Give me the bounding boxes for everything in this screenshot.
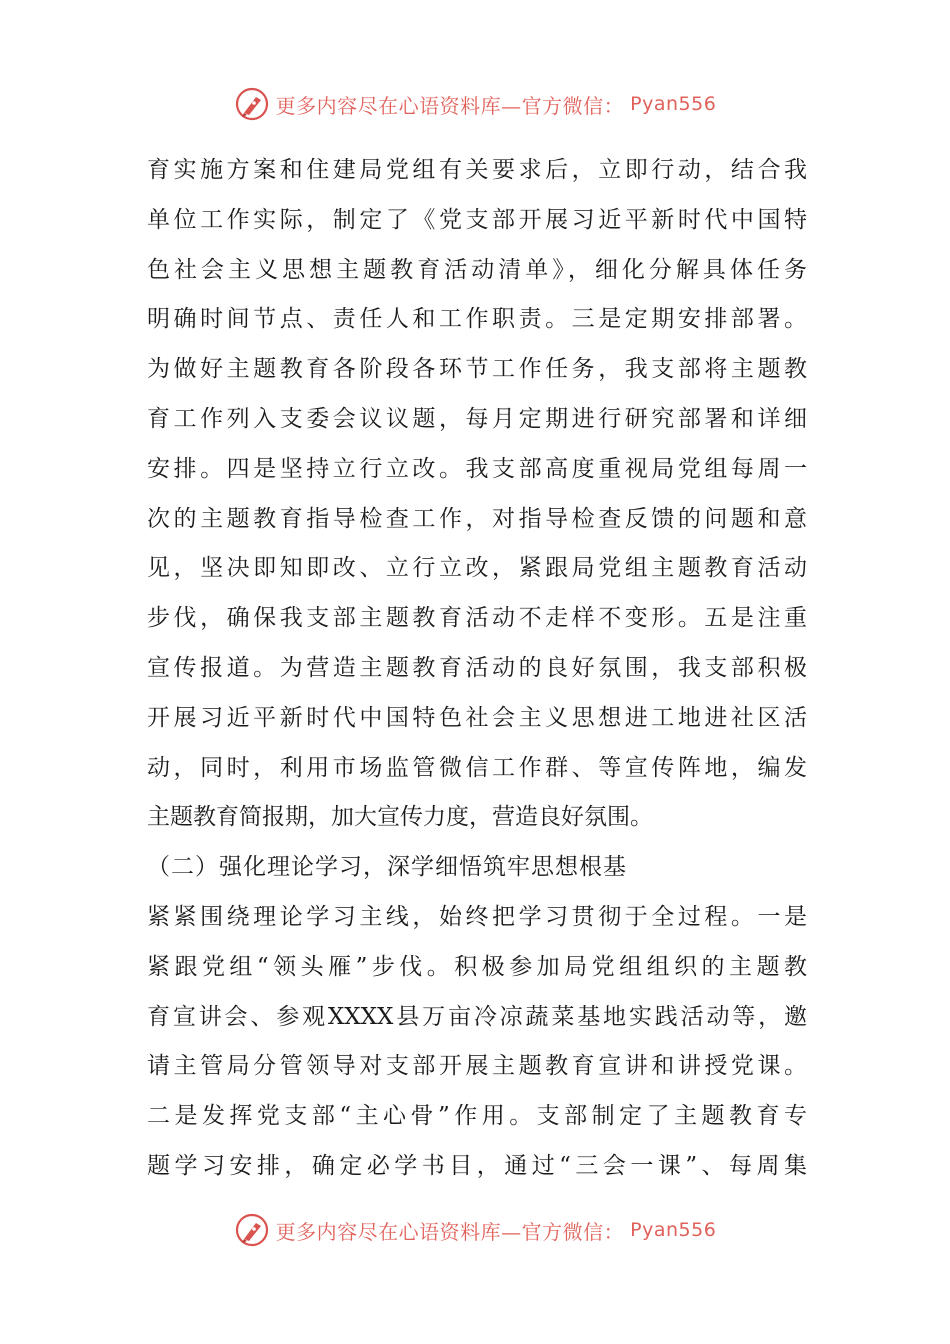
paragraph-line: 为做好主题教育各阶段各环节工作任务，我支部将主题教 [147,356,807,383]
paragraph-line: 开展习近平新时代中国特色社会主义思想进工地进社区活 [147,704,807,731]
watermark-wechat-id: Pyan556 [630,1219,717,1241]
paragraph-line: 安排。四是坚持立行立改。我支部高度重视局党组每周一 [147,455,807,482]
paragraph-line: 动，同时，利用市场监管微信工作群、等宣传阵地，编发 [147,754,807,781]
paragraph-line: 次的主题教育指导检查工作，对指导检查反馈的问题和意 [147,505,807,532]
paragraph-line: 见，坚决即知即改、立行立改，紧跟局党组主题教育活动 [147,555,807,582]
paragraph-line: 育宣讲会、参观XXXX县万亩冷凉蔬菜基地实践活动等，邀 [147,1003,807,1030]
document-body [147,146,807,1192]
paragraph-line: 请主管局分管领导对支部开展主题教育宣讲和讲授党课。 [147,1053,807,1080]
pen-nib-icon [234,1212,270,1248]
footer-watermark [0,1208,950,1252]
paragraph-line: 题学习安排，确定必学书目，通过“三会一课”、每周集 [147,1152,807,1179]
watermark-text: 更多内容尽在心语资料库—官方微信： [275,1219,625,1244]
paragraph-line: 步伐，确保我支部主题教育活动不走样不变形。五是注重 [147,605,807,632]
section-heading: （二）强化理论学习，深学细悟筑牢思想根基 [147,854,627,881]
paragraph-line: 紧紧围绕理论学习主线，始终把学习贯彻于全过程。一是 [147,903,807,930]
watermark-wechat-id: Pyan556 [630,93,717,115]
paragraph-line: 色社会主义思想主题教育活动清单》，细化分解具体任务 [147,256,807,283]
watermark-text: 更多内容尽在心语资料库—官方微信： [275,93,625,118]
paragraph-line: 紧跟党组“领头雁”步伐。积极参加局党组组织的主题教 [147,953,807,980]
paragraph-line: 育实施方案和住建局党组有关要求后，立即行动，结合我 [147,157,807,183]
paragraph-line: 育工作列入支委会议议题，每月定期进行研究部署和详细 [147,405,807,432]
paragraph-line: 明确时间节点、责任人和工作职责。三是定期安排部署。 [147,306,807,333]
paragraph-line: 二是发挥党支部“主心骨”作用。支部制定了主题教育专 [147,1103,807,1130]
header-watermark [0,82,950,126]
paragraph-line: 宣传报道。为营造主题教育活动的良好氛围，我支部积极 [147,654,807,681]
paragraph-line: 单位工作实际，制定了《党支部开展习近平新时代中国特 [147,206,807,233]
paragraph-line: 主题教育简报期，加大宣传力度，营造良好氛围。 [147,804,653,831]
pen-nib-icon [234,86,270,122]
